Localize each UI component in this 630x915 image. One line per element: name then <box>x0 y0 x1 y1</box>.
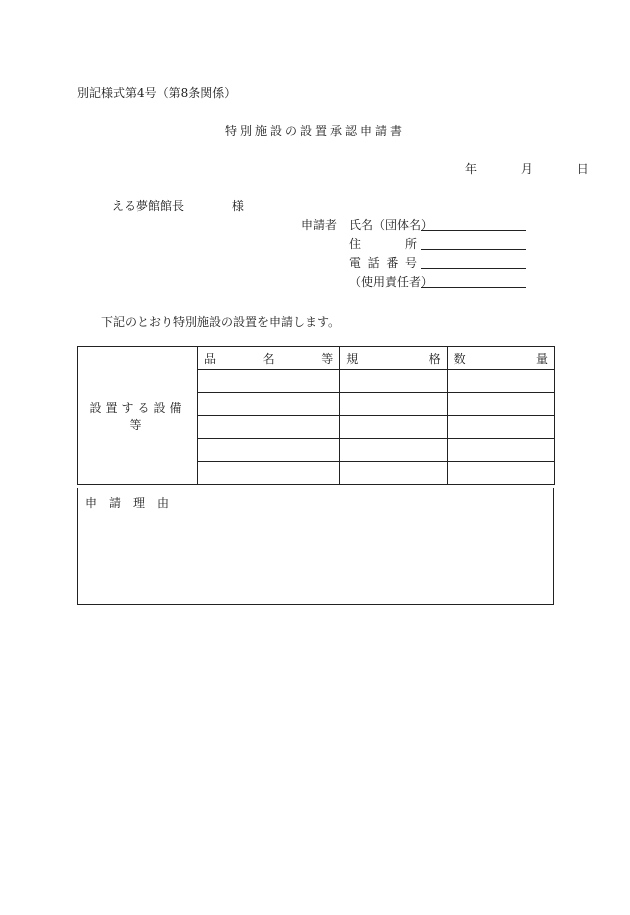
date-year-label: 年 <box>465 162 478 176</box>
applicant-label: 申請者 <box>301 218 338 232</box>
applicant-name-label: 氏名（団体名） <box>349 218 434 232</box>
applicant-name-line[interactable] <box>421 230 526 231</box>
table-header-row <box>78 347 555 370</box>
document-title: 特別施設の設置承認申請書 <box>225 124 406 138</box>
item-name-cell[interactable] <box>198 416 340 439</box>
spec-cell[interactable] <box>340 462 447 485</box>
form-number: 別記様式第4号（第8条関係） <box>77 86 237 100</box>
item-name-cell[interactable] <box>198 439 340 462</box>
applicant-address-label-text: 住 所 <box>349 237 417 251</box>
item-name-cell[interactable] <box>198 393 340 416</box>
quantity-cell[interactable] <box>447 416 554 439</box>
spec-cell[interactable] <box>340 416 447 439</box>
header-spec: 規 格 <box>340 347 447 370</box>
quantity-cell[interactable] <box>447 393 554 416</box>
applicant-phone-line[interactable] <box>421 268 526 269</box>
applicant-phone-label-text: 電 話 番 号 <box>349 256 417 270</box>
applicant-address-line[interactable] <box>421 249 526 250</box>
quantity-cell[interactable] <box>447 462 554 485</box>
addressee-honorific: 様 <box>231 199 244 213</box>
spec-cell[interactable] <box>340 439 447 462</box>
date-month-label: 月 <box>520 162 533 176</box>
item-name-cell[interactable] <box>198 370 340 393</box>
quantity-cell[interactable] <box>447 439 554 462</box>
header-item-name: 品 名 等 <box>198 347 340 370</box>
item-name-cell[interactable] <box>198 462 340 485</box>
spec-cell[interactable] <box>340 370 447 393</box>
applicant-phone-field[interactable] <box>349 254 419 271</box>
date-row <box>445 160 589 177</box>
equipment-side-label: 設置する設備等 <box>78 347 198 485</box>
application-reason-label: 申請理由 <box>85 496 182 510</box>
applicant-responsible-label: （使用責任者） <box>349 275 434 289</box>
applicant-responsible-field[interactable] <box>349 273 434 290</box>
equipment-table <box>77 346 555 485</box>
applicant-phone-label <box>349 254 419 271</box>
date-day-label: 日 <box>576 162 589 176</box>
spec-cell[interactable] <box>340 393 447 416</box>
applicant-name-field[interactable] <box>349 216 434 233</box>
addressee-name: える夢館館長 <box>112 199 185 213</box>
applicant-responsible-line[interactable] <box>421 287 526 288</box>
quantity-cell[interactable] <box>447 370 554 393</box>
application-reason-box[interactable] <box>77 488 554 605</box>
addressee <box>112 197 244 214</box>
applicant-address-field[interactable] <box>349 235 419 252</box>
header-quantity: 数 量 <box>447 347 554 370</box>
intro-text: 下記のとおり特別施設の設置を申請します。 <box>101 315 341 329</box>
applicant-address-label <box>349 235 419 252</box>
